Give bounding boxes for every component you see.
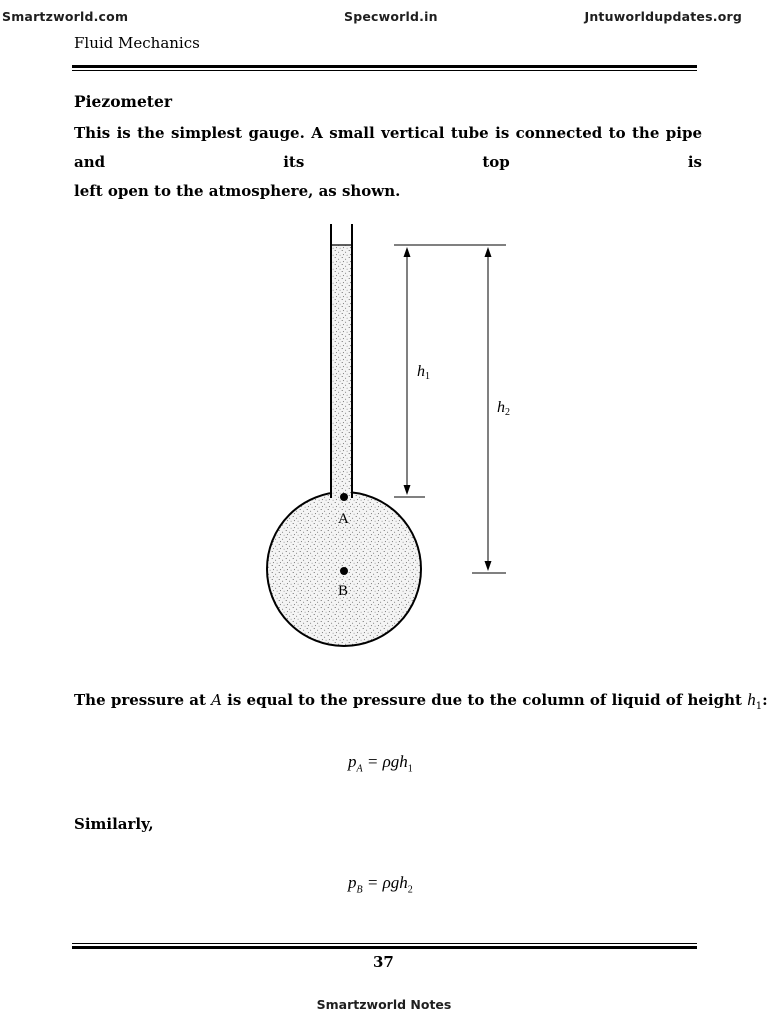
running-title: Fluid Mechanics [74,34,200,52]
h2-subscript: 2 [505,407,510,418]
eq1-hsub: 1 [407,763,413,775]
eq2-p: p [348,873,357,892]
piezometer-diagram-icon [250,214,530,658]
h2-label: h [497,399,505,416]
eq2-hsub: 2 [407,884,413,896]
eq1-h: h [399,752,408,771]
point-b-label: B [338,583,349,599]
intro-line-1: This is the simplest gauge. A small vertical tube is connected to the pipe and its top is [74,124,702,171]
statement-pre: The pressure at [74,691,212,709]
statement-h-sub: 1 [755,701,763,712]
eq1-p: p [348,752,357,771]
eq1-mid: = ρg [362,752,400,771]
header-rule [72,65,697,68]
statement-h: h [747,690,756,709]
h1-subscript: 1 [425,371,430,382]
pressure-statement [74,690,768,712]
svg-text:h2 [497,399,510,418]
watermark-center: Specworld.in [344,9,438,24]
footer-notes: Smartzworld Notes [316,997,452,1012]
eq2-sub: B [356,884,363,896]
intro-paragraph [74,119,702,206]
footer-rule [72,946,697,949]
eq2-h: h [399,873,408,892]
equation-pb [348,873,413,895]
point-a-dot [340,493,348,501]
h1-label: h [417,363,425,380]
equation-pa [348,752,413,774]
point-b-dot [340,567,348,575]
liquid-column [332,245,351,505]
similarly-text: Similarly, [74,815,154,833]
piezometer-figure [250,214,530,654]
svg-text:h1 [417,363,430,382]
point-a-label: A [338,511,349,527]
eq1-sub: A [356,763,363,775]
statement-post: is equal to the pressure due to the column of liquid of height [221,691,748,709]
statement-var: A [211,691,222,709]
header-rule-thin [72,70,697,71]
footer-rule-thin [72,943,697,944]
section-heading: Piezometer [74,92,172,111]
page-number: 37 [373,953,394,971]
watermark-left: Smartzworld.com [2,9,129,24]
statement-end: : [762,691,768,709]
intro-line-2: left open to the atmosphere, as shown. [74,182,401,200]
eq2-mid: = ρg [362,873,400,892]
watermark-right: Jntuworldupdates.org [584,9,742,24]
